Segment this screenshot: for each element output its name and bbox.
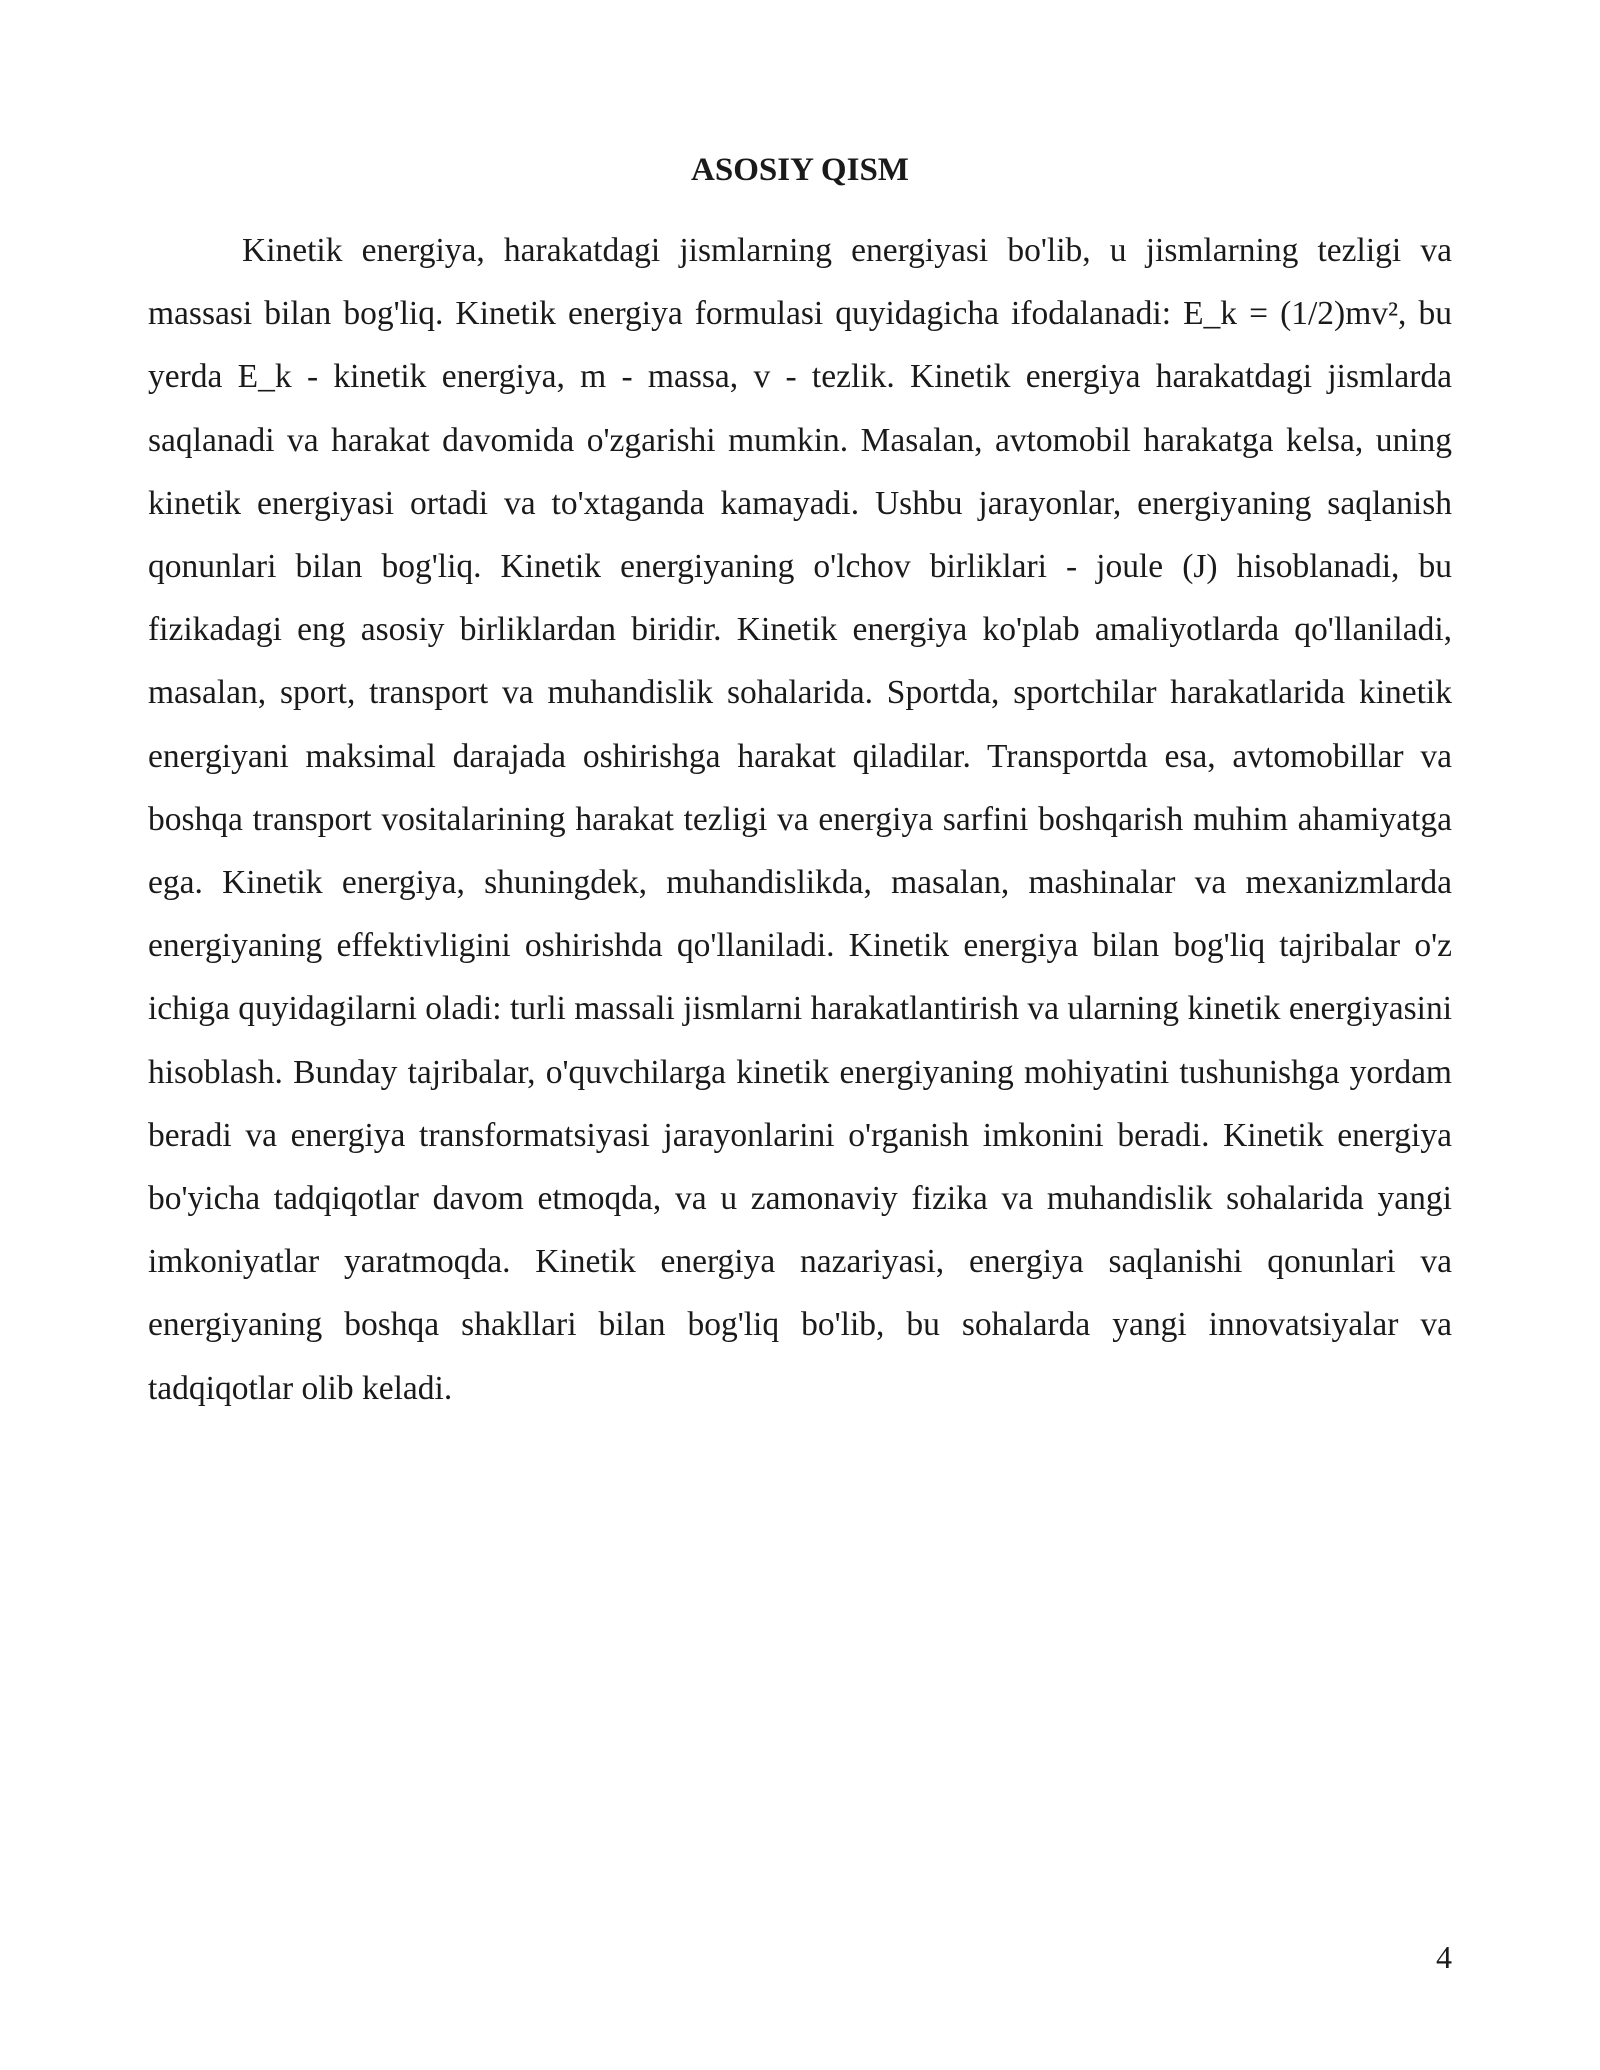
page-number: 4	[1436, 1939, 1452, 1975]
body-paragraph: Kinetik energiya, harakatdagi jismlarning energiyasi bo'lib, u jismlarning tezligi va massasi bilan bog'liq. Kinetik energiya formulasi quyidagicha ifodalanadi: E_k = (1/2)mv², bu yerda E_k - kinetik energiya, m - massa, v - tezlik. Kinetik energiya harakatdagi jismlarda saqlanadi va harakat davomida o'zgarishi mumkin. Masalan, avtomobil harakatga kelsa, uning kinetik energiyasi ortadi va to'xtaganda kamayadi. Ushbu jarayonlar, energiyaning saqlanish qonunlari bilan bog'liq. Kinetik energiyaning o'lchov birliklari - joule (J) hisoblanadi, bu fizikadagi eng asosiy birliklardan biridir. Kinetik energiya ko'plab amaliyotlarda qo'llaniladi, masalan, sport, transport va muhandislik sohalarida. Sportda, sportchilar harakatlarida kinetik energiyani maksimal darajada oshirishga harakat qiladilar. Transportda esa, avtomobillar va boshqa transport vositalarining harakat tezligi va energiya sarfini boshqarish muhim ahamiyatga ega. Kinetik energiya, shuningdek, muhandislikda, masalan, mashinalar va mexanizmlarda energiyaning effektivligini oshirishda qo'llaniladi. Kinetik energiya bilan bog'liq tajribalar o'z ichiga quyidagilarni oladi: turli massali jismlarni harakatlantirish va ularning kinetik energiyasini hisoblash. Bunday tajribalar, o'quvchilarga kinetik energiyaning mohiyatini tushunishga yordam beradi va energiya transformatsiyasi jarayonlarini o'rganish imkonini beradi. Kinetik energiya bo'yicha tadqiqotlar davom etmoqda, va u zamonaviy fizika va muhandislik sohalarida yangi imkoniyatlar yaratmoqda. Kinetik energiya nazariyasi, energiya saqlanishi qonunlari va energiyaning boshqa shakllari bilan bog'liq bo'lib, bu sohalarda yangi innovatsiyalar va tadqiqotlar olib keladi.	[148, 232, 1452, 1407]
section-heading: ASOSIY QISM	[691, 152, 909, 188]
